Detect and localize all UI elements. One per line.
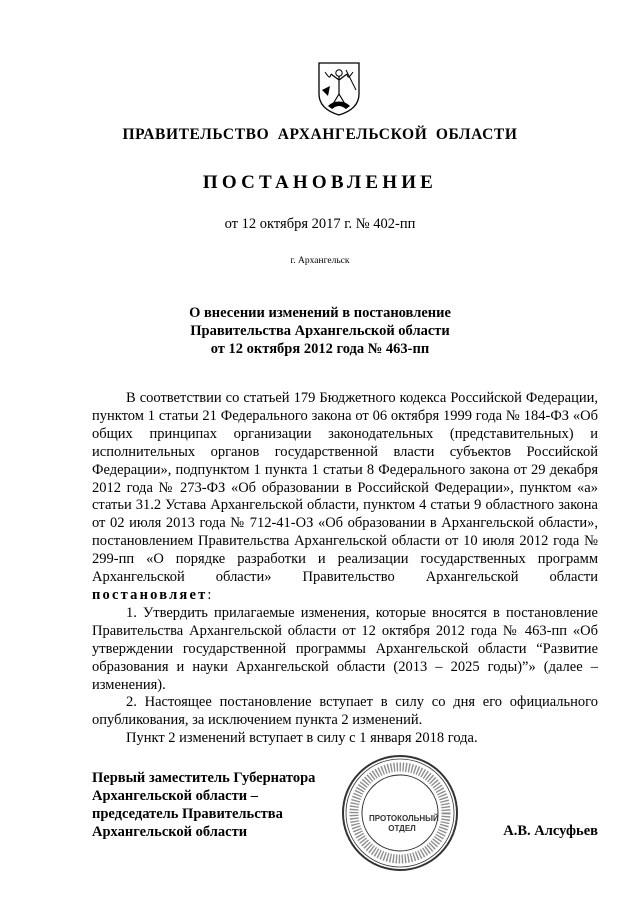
signer-position-line: Архангельской области xyxy=(92,824,248,840)
preamble-paragraph xyxy=(92,390,598,605)
resolves-keyword: постановляет xyxy=(92,586,208,603)
government-title: ПРАВИТЕЛЬСТВО АРХАНГЕЛЬСКОЙ ОБЛАСТИ xyxy=(122,126,518,143)
coat-of-arms-icon xyxy=(316,60,362,116)
signer-position-line: Архангельской области – xyxy=(92,788,258,804)
preamble-text: В соответствии со статьей 179 Бюджетного кодекса Российской Федерации, пунктом 1 статьи 21 Федерального закона от 06 октября 1999 года № 184-ФЗ «Об общих принципах организации законодательных (представительных) и исполнительных органов государственной власти субъектов Российской Федерации», подпунктом 1 пункта 1 статьи 8 Федерального закона от 29 декабря 2012 года № 273-ФЗ «Об образовании в Российской Федерации», пунктом «а» статьи 31.2 Устава Архангельской области, пунктом 4 статьи 9 областного закона от 02 июля 2013 года № 712-41-ОЗ «Об образовании в Архангельской области», постановлением Правительства Архангельской области от 10 июля 2012 года № 299-пп «О порядке разработки и реализации государственных программ Архангельской области» Правительство Архангельской области xyxy=(92,390,598,586)
resolves-colon: : xyxy=(207,586,212,603)
item-1-paragraph: 1. Утвердить прилагаемые изменения, которые вносятся в постановление Правительства Архангельской области от 12 октября 2012 года № 463-пп «Об утверждении государственной программы Архангельской области “Развитие образования и науки Архангельской области (2013 – 2025 годы)”» (далее – изменения). xyxy=(92,604,598,693)
signer-position xyxy=(92,769,352,841)
stamp-line: ПРОТОКОЛЬНЫЙ xyxy=(369,814,439,823)
document-subject xyxy=(0,304,640,358)
item-2-paragraph: 2. Настоящее постановление вступает в силу со дня его официального опубликования, за исключением пункта 2 изменений. xyxy=(92,694,598,729)
subject-line: от 12 октября 2012 года № 463-пп xyxy=(210,341,430,357)
subject-line: Правительства Архангельской области xyxy=(190,323,450,339)
subject-line: О внесении изменений в постановление xyxy=(189,305,451,321)
document-date-number: от 12 октября 2017 г. № 402-пп xyxy=(224,216,416,232)
document-body xyxy=(92,390,598,748)
official-stamp xyxy=(340,753,460,873)
signer-position-line: председатель Правительства xyxy=(92,806,283,822)
signer-name: А.В. Алсуфьев xyxy=(503,823,598,839)
stamp-center-text xyxy=(369,814,439,834)
item-3-paragraph: Пункт 2 изменений вступает в силу с 1 января 2018 года. xyxy=(126,730,478,747)
signer-position-line: Первый заместитель Губернатора xyxy=(92,770,316,786)
document-type-title: ПОСТАНОВЛЕНИЕ xyxy=(202,172,438,193)
stamp-line: ОТДЕЛ xyxy=(388,824,416,833)
document-city: г. Архангельск xyxy=(290,256,350,266)
